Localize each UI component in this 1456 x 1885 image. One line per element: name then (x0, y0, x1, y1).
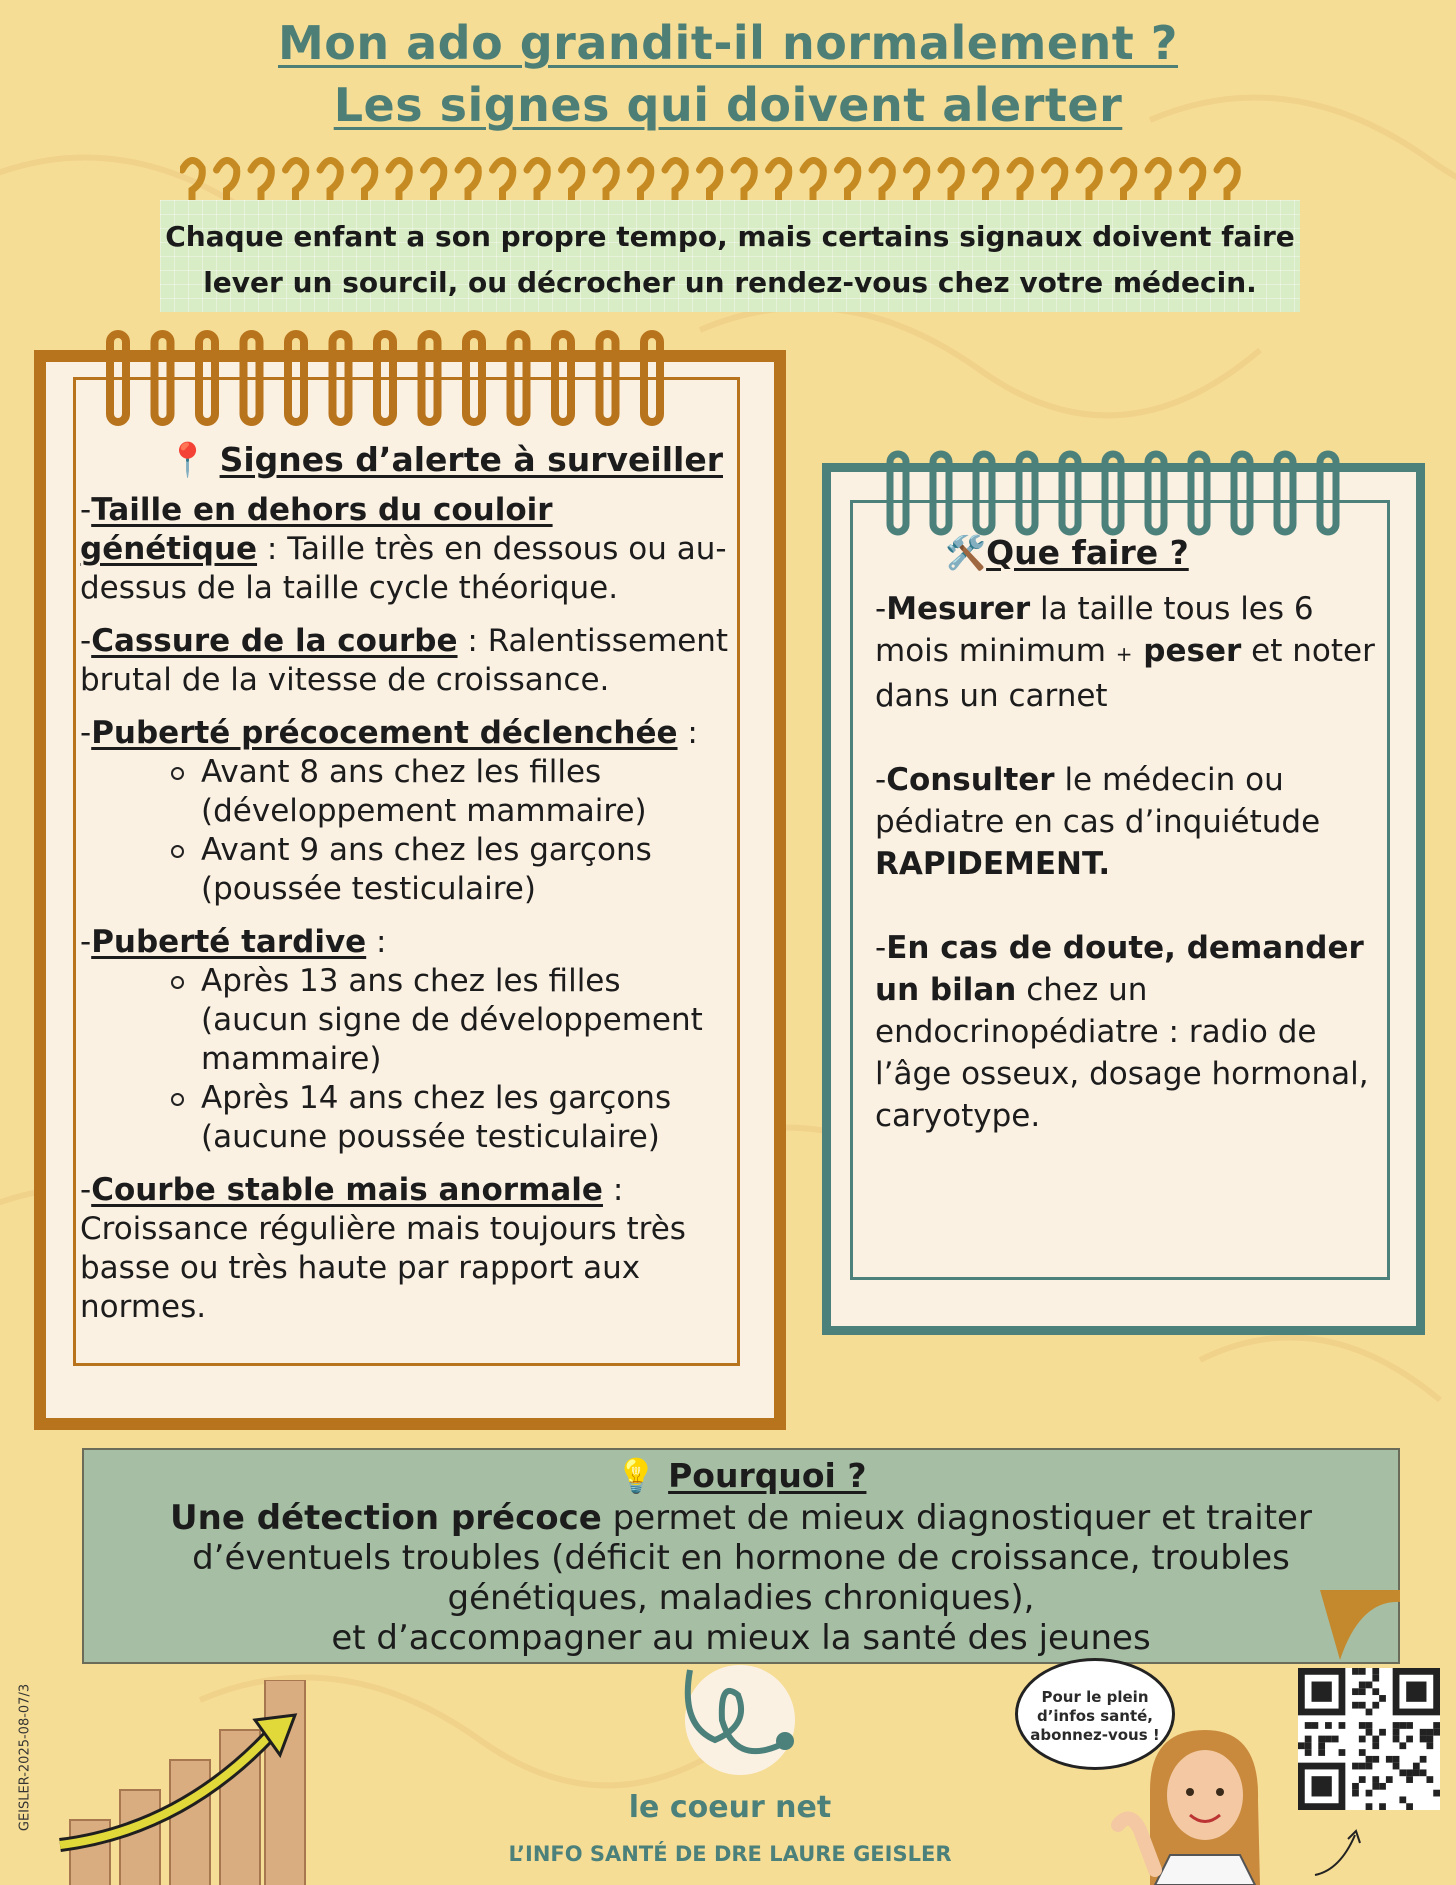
arrow-to-qr-icon (1310, 1825, 1370, 1880)
doctor-avatar-illustration (1110, 1720, 1280, 1885)
hook-shape (493, 160, 513, 202)
why-heading: 💡 Pourquoi ? (615, 1456, 867, 1495)
alerts-heading: 📍 Signes d’alerte à surveiller (167, 440, 723, 479)
hook-shape (1045, 160, 1065, 202)
alert-term: Taille en dehors du couloir génétique (80, 492, 553, 567)
hook-shape (389, 160, 409, 202)
hook-shape (355, 160, 375, 202)
alert-term: Cassure de la courbe (91, 623, 458, 659)
document-code: GEISLER-2025-08-07/3 (17, 1683, 33, 1832)
hook-shape (769, 160, 789, 202)
alert-item-curve-break: -Cassure de la courbe : Ralentissement brutal de la vitesse de croissance. (80, 623, 729, 698)
pin-icon: 📍 (167, 440, 209, 479)
why-line3: génétiques, maladies chroniques), (447, 1578, 1035, 1618)
rulers-growth-illustration (50, 1680, 310, 1885)
hook-shape (182, 160, 202, 202)
hook-shape (286, 160, 306, 202)
hook-shape (665, 160, 685, 202)
intro-line2: lever un sourcil, ou décrocher un rendez-vous chez votre médecin. (203, 266, 1257, 299)
stethoscope-heart-logo (660, 1665, 820, 1795)
list-item: Après 13 ans chez les filles (aucun signe de développement mammaire) (201, 962, 730, 1079)
alert-item-stable-abnormal: -Courbe stable mais anormale : Croissance régulière mais toujours très basse ou très haute par rapport aux normes. (80, 1172, 686, 1325)
alert-item-late-puberty: -Puberté tardive : Après 13 ans chez les filles (aucun signe de développement mammaire) Après 14 ans chez les garçons (aucune poussée testiculaire) (80, 923, 730, 1157)
why-line4: et d’accompagner au mieux la santé des jeunes (331, 1618, 1151, 1658)
list-item: Avant 8 ans chez les filles (développement mammaire) (201, 753, 730, 831)
hook-shape (1079, 160, 1099, 202)
hook-shape (596, 160, 616, 202)
hook-shape (1148, 160, 1168, 202)
why-line1: Une détection précoce permet de mieux diagnostiquer et traiter (170, 1498, 1312, 1538)
hook-shape (1114, 160, 1134, 202)
intro-banner (160, 200, 1300, 312)
alert-item-genetic: -Taille en dehors du couloir génétique : Taille très en dessous ou au-dessus de la taille cycle théorique. (80, 492, 727, 606)
lightbulb-icon: 💡 (615, 1456, 657, 1495)
todo-content (875, 532, 1375, 1179)
qr-code[interactable] (1298, 1668, 1440, 1810)
alert-term: Puberté tardive (91, 924, 367, 960)
hook-shape (458, 160, 478, 202)
hook-shape (872, 160, 892, 202)
hook-shape (217, 160, 237, 202)
todo-bilan: -En cas de doute, demander un bilan chez un endocrinopédiatre : radio de l’âge osseux, dosage hormonal, caryotype. (875, 930, 1369, 1134)
hook-shape (700, 160, 720, 202)
hook-shape (251, 160, 271, 202)
hook-shape (1217, 160, 1237, 202)
hook-shape (976, 160, 996, 202)
hook-shape (320, 160, 340, 202)
alert-item-early-puberty: -Puberté précocement déclenchée : Avant 8 ans chez les filles (développement mammaire) Avant 9 ans chez les garçons (poussée testiculaire) (80, 714, 730, 909)
page-title-line2: Les signes qui doivent alerter (333, 78, 1123, 132)
list-item: Après 14 ans chez les garçons (aucune poussée testiculaire) (201, 1079, 730, 1157)
hook-shape (1183, 160, 1203, 202)
hook-shape (734, 160, 754, 202)
list-item: Avant 9 ans chez les garçons (poussée testiculaire) (201, 831, 730, 909)
why-content (82, 1448, 1400, 1658)
hook-shape (803, 160, 823, 202)
todo-consult: -Consulter le médecin ou pédiatre en cas d’inquiétude RAPIDEMENT. (875, 762, 1321, 882)
hook-shape (562, 160, 582, 202)
intro-line1: Chaque enfant a son propre tempo, mais certains signaux doivent faire (165, 220, 1295, 253)
alerts-content (80, 440, 730, 1341)
brand-name: le coeur net (628, 1790, 832, 1825)
why-line2: d’éventuels troubles (déficit en hormone de croissance, troubles (192, 1538, 1290, 1578)
alert-term: Courbe stable mais anormale (91, 1172, 603, 1208)
hook-shape (424, 160, 444, 202)
hook-shape (527, 160, 547, 202)
todo-measure: -Mesurer la taille tous les 6 mois minimum + peser et noter dans un carnet (875, 591, 1375, 714)
tools-icon: 🛠️ (945, 533, 987, 572)
alert-term: Puberté précocement déclenchée (91, 715, 678, 751)
page-title-line1: Mon ado grandit-il normalement ? (278, 16, 1178, 70)
subscribe-speech-bubble: Pour le plein d’infos santé, abonnez-vous ! (1015, 1658, 1175, 1770)
hook-shape (631, 160, 651, 202)
todo-heading: 🛠️Que faire ? (945, 533, 1189, 572)
hook-shape (1010, 160, 1030, 202)
brand-tagline: L’INFO SANTÉ DE DRE LAURE GEISLER (508, 1842, 952, 1866)
hook-shape (907, 160, 927, 202)
hook-shape (941, 160, 961, 202)
hook-shape (838, 160, 858, 202)
